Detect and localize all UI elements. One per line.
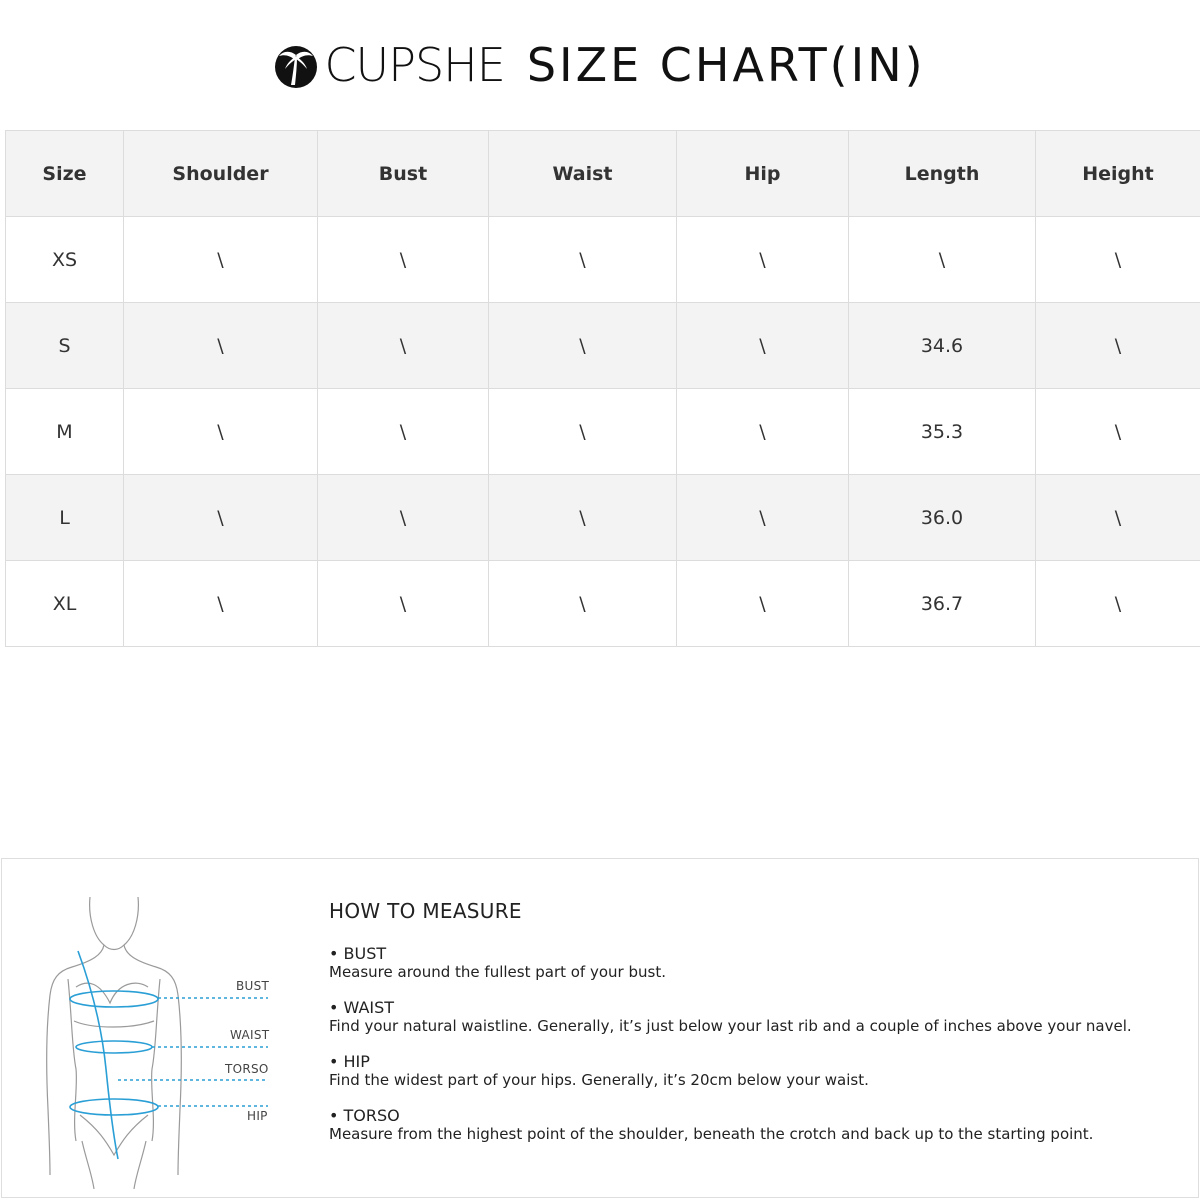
column-header: Height <box>1036 131 1200 217</box>
table-row <box>6 217 1200 303</box>
instruction-heading: • BUST <box>329 944 387 963</box>
table-cell: \ <box>489 217 677 303</box>
table-row <box>6 475 1200 561</box>
brand-name: CUPSHE <box>324 38 505 92</box>
table-cell: \ <box>318 389 489 475</box>
table-cell: 36.7 <box>849 561 1036 647</box>
table-cell: \ <box>124 217 318 303</box>
table-cell: \ <box>677 475 849 561</box>
table-cell: L <box>6 475 124 561</box>
hip-label: HIP <box>247 1109 268 1123</box>
table-cell: \ <box>1036 389 1200 475</box>
size-table <box>5 130 1200 647</box>
table-cell: \ <box>677 389 849 475</box>
table-cell: \ <box>1036 217 1200 303</box>
table-cell: \ <box>318 217 489 303</box>
measurement-instructions <box>329 899 1189 1161</box>
table-cell: \ <box>318 561 489 647</box>
instruction-item-hip <box>329 1053 1189 1090</box>
waist-label: WAIST <box>230 1028 270 1042</box>
instruction-text: Measure around the fullest part of your bust. <box>329 963 666 981</box>
table-cell: \ <box>1036 475 1200 561</box>
table-cell: \ <box>124 303 318 389</box>
column-header: Bust <box>318 131 489 217</box>
table-cell: M <box>6 389 124 475</box>
table-cell: \ <box>1036 303 1200 389</box>
table-cell: \ <box>124 475 318 561</box>
column-header: Length <box>849 131 1036 217</box>
table-cell: \ <box>677 303 849 389</box>
table-cell: \ <box>318 303 489 389</box>
column-header: Size <box>6 131 124 217</box>
table-cell: \ <box>124 561 318 647</box>
table-cell: \ <box>489 475 677 561</box>
table-cell: 34.6 <box>849 303 1036 389</box>
table-row <box>6 561 1200 647</box>
instruction-heading: • WAIST <box>329 998 395 1017</box>
how-to-measure-title: HOW TO MEASURE <box>329 899 522 923</box>
page-title: SIZE CHART(IN) <box>526 38 926 92</box>
table-row <box>6 303 1200 389</box>
table-cell: \ <box>489 303 677 389</box>
chart-header <box>0 30 1200 100</box>
palm-tree-icon <box>274 41 318 89</box>
how-to-measure-panel <box>1 858 1199 1198</box>
instruction-text: Find the widest part of your hips. Generally, it’s 20cm below your waist. <box>329 1071 869 1089</box>
table-cell: \ <box>849 217 1036 303</box>
table-cell: \ <box>1036 561 1200 647</box>
instruction-text: Measure from the highest point of the shoulder, beneath the crotch and back up to the starting point. <box>329 1125 1094 1143</box>
instruction-heading: • TORSO <box>329 1106 400 1125</box>
table-cell: \ <box>677 217 849 303</box>
table-cell: 36.0 <box>849 475 1036 561</box>
table-cell: \ <box>318 475 489 561</box>
table-cell: \ <box>677 561 849 647</box>
column-header: Hip <box>677 131 849 217</box>
body-measurement-figure <box>32 879 292 1189</box>
table-cell: S <box>6 303 124 389</box>
torso-label: TORSO <box>225 1062 269 1076</box>
table-cell: XS <box>6 217 124 303</box>
instruction-item-bust <box>329 945 1189 982</box>
table-cell: \ <box>124 389 318 475</box>
instruction-text: Find your natural waistline. Generally, it’s just below your last rib and a couple of inches above your navel. <box>329 1017 1132 1035</box>
instruction-item-torso <box>329 1107 1189 1144</box>
table-row <box>6 389 1200 475</box>
instruction-heading: • HIP <box>329 1052 370 1071</box>
table-cell: \ <box>489 389 677 475</box>
table-cell: 35.3 <box>849 389 1036 475</box>
table-cell: \ <box>489 561 677 647</box>
table-header-row <box>6 131 1200 217</box>
instruction-item-waist <box>329 999 1189 1036</box>
table-cell: XL <box>6 561 124 647</box>
bust-label: BUST <box>236 979 270 993</box>
column-header: Waist <box>489 131 677 217</box>
column-header: Shoulder <box>124 131 318 217</box>
